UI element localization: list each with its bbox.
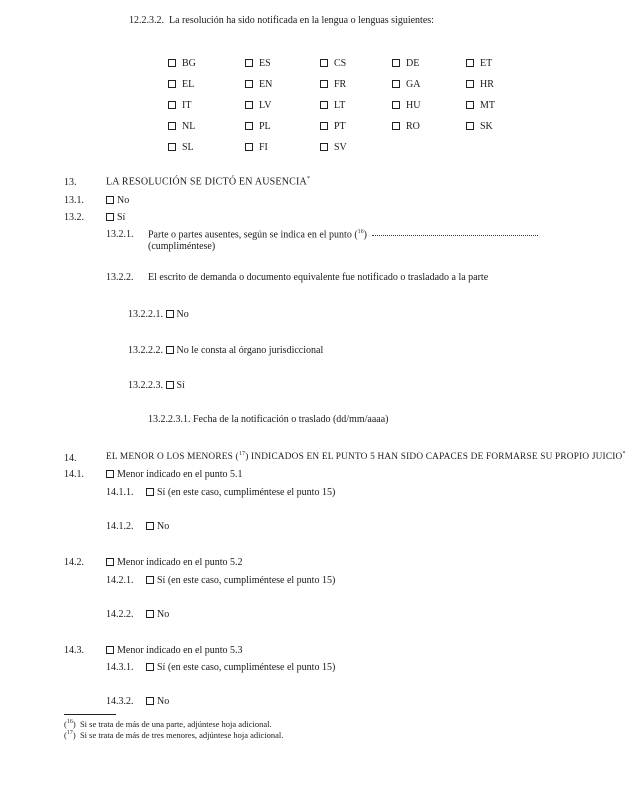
item-13-2-1: Parte o partes ausentes, según se indica en el punto ($^{16}$) (148, 229, 538, 240)
language-checkbox[interactable] (392, 101, 400, 109)
language-code: LT (334, 100, 346, 111)
no-checkbox[interactable] (166, 310, 174, 318)
language-code: SK (480, 121, 493, 132)
language-option-sl[interactable] (168, 142, 194, 153)
language-code: EL (182, 79, 195, 90)
minor-3-checkbox[interactable] (106, 646, 114, 654)
no-checkbox[interactable] (106, 196, 114, 204)
si-checkbox[interactable] (146, 576, 154, 584)
language-option-lt[interactable] (320, 100, 345, 111)
language-option-bg[interactable] (168, 58, 196, 69)
date-label: Fecha de la notificación o traslado (dd/mm/aaaa) (193, 414, 389, 425)
language-option-de[interactable] (392, 58, 419, 69)
item-13-2-1-subtext: (cumpliméntese) (148, 241, 216, 252)
language-option-mt[interactable] (466, 100, 495, 111)
item-13-2-2-1: 13.2.2.1. No (128, 309, 189, 320)
language-code: ES (259, 58, 271, 69)
language-code: CS (334, 58, 347, 69)
si-checkbox[interactable] (106, 213, 114, 221)
language-option-fi[interactable] (245, 142, 268, 153)
section-13-title: LA RESOLUCIÓN SE DICTÓ EN AUSENCIA* (106, 176, 311, 188)
item-14-1-1: 14.1.1. Sí (en este caso, cumpliméntese el punto 15) (106, 487, 336, 498)
language-code: HU (406, 100, 421, 111)
language-checkbox[interactable] (466, 122, 474, 130)
language-checkbox[interactable] (245, 80, 253, 88)
language-code: GA (406, 79, 421, 90)
footnote-16: ($^{16}$) Si se trata de más de una parte, adjúntese hoja adicional. (64, 719, 272, 729)
item-14-3-1: 14.3.1. Sí (en este caso, cumpliméntese el punto 15) (106, 662, 336, 673)
item-14-2-2: 14.2.2. No (106, 609, 170, 620)
absent-party-field[interactable] (372, 233, 538, 236)
language-checkbox[interactable] (392, 122, 400, 130)
language-code: SV (334, 142, 347, 153)
language-option-pl[interactable] (245, 121, 271, 132)
item-13-2-2-number: 13.2.2. (106, 272, 134, 283)
item-text: La resolución ha sido notificada en la lengua o lenguas siguientes: (169, 15, 434, 26)
no-checkbox[interactable] (146, 697, 154, 705)
item-13-2-2-3: 13.2.2.3. Sí (128, 380, 185, 391)
language-option-es[interactable] (245, 58, 271, 69)
language-checkbox[interactable] (320, 80, 328, 88)
item-14-1-number: 14.1. (64, 469, 84, 480)
item-number: 12.2.3.2. (129, 15, 164, 26)
item-14-2: Menor indicado en el punto 5.2 (106, 557, 243, 568)
language-checkbox[interactable] (168, 59, 176, 67)
language-checkbox[interactable] (168, 101, 176, 109)
language-checkbox[interactable] (392, 80, 400, 88)
language-checkbox[interactable] (245, 143, 253, 151)
language-code: SL (182, 142, 194, 153)
footnote-17: ($^{17}$) Si se trata de más de tres menores, adjúntese hoja adicional. (64, 730, 284, 740)
language-option-ga[interactable] (392, 79, 420, 90)
language-option-hu[interactable] (392, 100, 420, 111)
language-checkbox[interactable] (320, 122, 328, 130)
si-checkbox[interactable] (146, 663, 154, 671)
minor-1-checkbox[interactable] (106, 470, 114, 478)
language-code: IT (182, 100, 192, 111)
language-option-ro[interactable] (392, 121, 420, 132)
language-code: EN (259, 79, 273, 90)
language-code: BG (182, 58, 196, 69)
language-code: FI (259, 142, 268, 153)
item-14-1-2: 14.1.2. No (106, 521, 170, 532)
language-code: PL (259, 121, 271, 132)
language-code: RO (406, 121, 420, 132)
language-code: MT (480, 100, 495, 111)
language-option-sv[interactable] (320, 142, 347, 153)
item-13-2: Sí (106, 212, 125, 223)
minor-2-checkbox[interactable] (106, 558, 114, 566)
language-option-et[interactable] (466, 58, 492, 69)
section-14-number: 14. (64, 453, 77, 464)
language-option-el[interactable] (168, 79, 194, 90)
language-option-sk[interactable] (466, 121, 493, 132)
item-13-2-2-3-1: 13.2.2.3.1. Fecha de la notificación o traslado (dd/mm/aaaa) (148, 414, 389, 425)
language-option-pt[interactable] (320, 121, 346, 132)
language-checkbox[interactable] (320, 59, 328, 67)
language-checkbox[interactable] (168, 122, 176, 130)
si-checkbox[interactable] (146, 488, 154, 496)
language-code: HR (480, 79, 494, 90)
language-option-nl[interactable] (168, 121, 195, 132)
item-13-1: No (106, 195, 129, 206)
no-consta-checkbox[interactable] (166, 346, 174, 354)
language-checkbox[interactable] (168, 80, 176, 88)
item-14-1: Menor indicado en el punto 5.1 (106, 469, 243, 480)
language-checkbox[interactable] (466, 80, 474, 88)
item-13-1-number: 13.1. (64, 195, 84, 206)
item-13-2-number: 13.2. (64, 212, 84, 223)
language-option-it[interactable] (168, 100, 191, 111)
language-checkbox[interactable] (245, 59, 253, 67)
language-checkbox[interactable] (245, 122, 253, 130)
language-checkbox[interactable] (320, 101, 328, 109)
section-14-title: EL MENOR O LOS MENORES ($^{17}$) INDICADOS EN EL PUNTO 5 HAN SIDO CAPACES DE FORMARSE SU PROPIO JUICIO* (106, 451, 626, 463)
item-14-2-1: 14.2.1. Sí (en este caso, cumpliméntese el punto 15) (106, 575, 336, 586)
language-code: LV (259, 100, 272, 111)
language-checkbox[interactable] (466, 59, 474, 67)
language-option-hr[interactable] (466, 79, 494, 90)
language-checkbox[interactable] (320, 143, 328, 151)
no-checkbox[interactable] (146, 610, 154, 618)
language-option-lv[interactable] (245, 100, 271, 111)
si-checkbox[interactable] (166, 381, 174, 389)
item-13-2-2-2: 13.2.2.2. No le consta al órgano jurisdiccional (128, 345, 324, 356)
language-checkbox[interactable] (245, 101, 253, 109)
language-checkbox[interactable] (168, 143, 176, 151)
item-14-3-number: 14.3. (64, 645, 84, 656)
item-13-2-1-number: 13.2.1. (106, 229, 134, 240)
item-14-3-2: 14.3.2. No (106, 696, 170, 707)
footnote-rule (64, 714, 116, 715)
language-code: FR (334, 79, 347, 90)
section-13-number: 13. (64, 177, 77, 188)
no-checkbox[interactable] (146, 522, 154, 530)
language-checkbox[interactable] (392, 59, 400, 67)
language-checkbox[interactable] (466, 101, 474, 109)
language-code: PT (334, 121, 346, 132)
language-option-en[interactable] (245, 79, 272, 90)
language-code: NL (182, 121, 196, 132)
item-14-2-number: 14.2. (64, 557, 84, 568)
item-14-3: Menor indicado en el punto 5.3 (106, 645, 243, 656)
item-12-2-3-2 (129, 15, 434, 26)
language-code: DE (406, 58, 420, 69)
language-option-cs[interactable] (320, 58, 346, 69)
item-13-2-2-text: El escrito de demanda o documento equivalente fue notificado o trasladado a la parte (148, 272, 489, 283)
language-code: ET (480, 58, 493, 69)
language-option-fr[interactable] (320, 79, 346, 90)
